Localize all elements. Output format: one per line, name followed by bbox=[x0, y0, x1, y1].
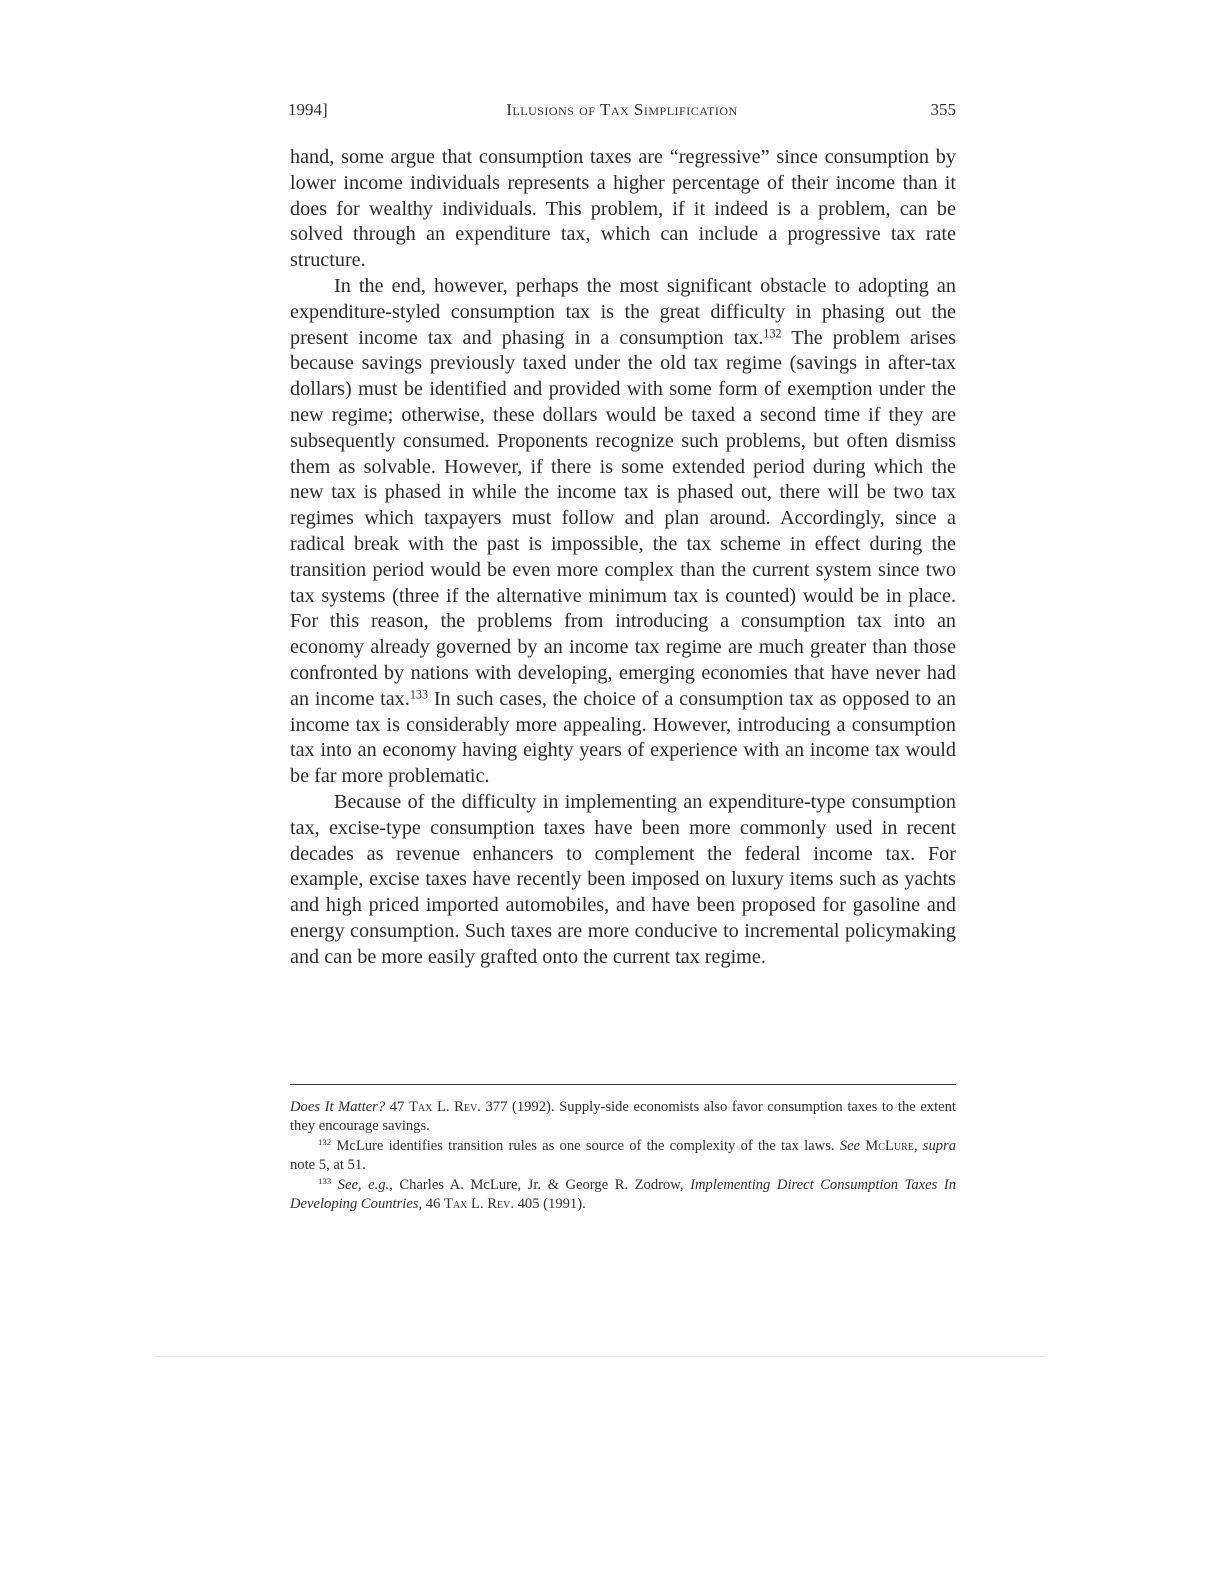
body-text bbox=[290, 145, 956, 971]
page-number: 355 bbox=[930, 100, 956, 119]
footnote-cont-text-a: 47 bbox=[385, 1099, 409, 1115]
footnote-132-text-b: note 5, at 51. bbox=[290, 1157, 366, 1174]
scan-artifact-line bbox=[155, 1356, 1045, 1357]
footnote-132-text-a: McLure identifies transition rules as one source of the complexity of the tax laws. bbox=[331, 1137, 840, 1154]
footnote-132-sep: , bbox=[913, 1137, 923, 1154]
paragraph-2-part-c: In such cases, the choice of a consumption tax as opposed to an income tax is considerably more appealing. However, introducing a consumption tax into an economy having eighty years of experience with an income tax would be far more problematic. bbox=[290, 687, 956, 788]
footnotes bbox=[290, 1098, 956, 1214]
running-header bbox=[288, 100, 956, 126]
footnote-133-text-c: 405 (1991). bbox=[513, 1196, 586, 1213]
footnote-ref-133: 133 bbox=[409, 687, 428, 702]
footnote-132 bbox=[290, 1137, 956, 1176]
footnote-divider bbox=[290, 1084, 956, 1085]
footnote-133-text-b: , 46 bbox=[418, 1196, 445, 1213]
footnote-133-number: 133 bbox=[318, 1175, 332, 1186]
paragraph-1: hand, some argue that consumption taxes are “regressive” since consumption by lower income individuals represents a higher percentage of their income than it does for wealthy individuals. This problem, if it indeed is a problem, can be solved through an expenditure tax, which can include a progressive tax rate structure. bbox=[290, 146, 956, 272]
paragraph-2-part-a: In the end, however, perhaps the most significant obstacle to adopting an expenditure-styled consumption tax is the great difficulty in phasing out the present income tax and phasing in a consumption tax. bbox=[290, 274, 956, 349]
footnote-cont-title: Does It Matter? bbox=[290, 1099, 386, 1115]
footnote-cont-journal: Tax L. Rev. bbox=[408, 1099, 481, 1115]
footnote-133 bbox=[290, 1176, 956, 1215]
footnote-cont-text-b: 377 (1992). Supply-side economists also favor consumption taxes to the extent they encourage savings. bbox=[290, 1099, 956, 1135]
header-year: 1994] bbox=[288, 100, 328, 119]
footnote-132-supra: supra bbox=[922, 1137, 957, 1154]
footnote-ref-132: 132 bbox=[763, 325, 782, 340]
footnote-133-title: Implementing Direct Consumption Taxes In Developing Countries bbox=[290, 1176, 956, 1213]
paragraph-2 bbox=[290, 274, 956, 790]
footnote-133-journal: Tax L. Rev. bbox=[444, 1196, 514, 1213]
paragraph-2-part-b: The problem arises because savings previously taxed under the old tax regime (savings in after-tax dollars) must be identified and provided with some form of exemption under the new regime; otherwise, these dollars would be taxed a second time if they are subsequently consumed. Proponents recognize such problems, but often dismiss them as solvable. However, if there is some extended period during which the new tax is phased in while the income tax is phased out, there will be two tax regimes which taxpayers must follow and plan around. Accordingly, since a radical break with the past is impossible, the tax scheme in effect during the transition period would be even more complex than the current system since two tax systems (three if the alternative minimum tax is counted) would be in place. For this reason, the problems from introducing a consumption tax into an economy already governed by an income tax regime are much greater than those confronted by nations with developing, emerging economies that have never had an income tax. bbox=[290, 326, 956, 710]
footnote-132-signal: See bbox=[839, 1137, 861, 1154]
footnote-132-author: McLure bbox=[865, 1137, 914, 1154]
header-title: Illusions of Tax Simplification bbox=[506, 100, 738, 119]
footnote-132-number: 132 bbox=[318, 1137, 332, 1147]
footnote-continued bbox=[290, 1098, 956, 1137]
footnote-133-signal: See, e.g. bbox=[331, 1176, 390, 1193]
paragraph-3: Because of the difficulty in implementing an expenditure-type consumption tax, excise-type consumption taxes have been more commonly used in recent decades as revenue enhancers to complement the federal income tax. For example, excise taxes have recently been imposed on luxury items such as yachts and high priced imported automobiles, and have been proposed for gasoline and energy consumption. Such taxes are more conducive to incremental policymaking and can be more easily grafted onto the current tax regime. bbox=[290, 790, 956, 968]
footnote-133-text-a: , Charles A. McLure, Jr. & George R. Zodrow, bbox=[389, 1176, 691, 1193]
